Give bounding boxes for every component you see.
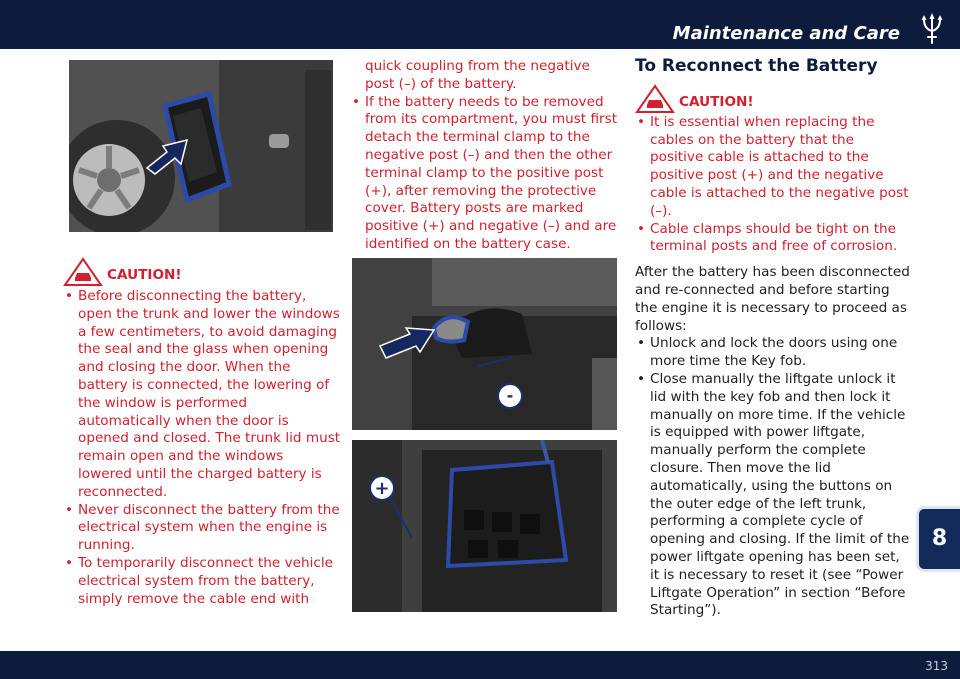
caution-bullet: • Cable clamps should be tight on the terminal posts and free of corrosion. xyxy=(635,221,911,257)
middle-column xyxy=(350,58,618,254)
reconnect-step: • Close manually the liftgate unlock it lid with the key fob and then lock it manually on more time. If the vehicle is equipped with power liftgate, manually perform the complete closure. Then move the lid automatically, using the buttons on the outer edge of the left trunk, performing a complete cycle of opening and closing. If the limit of the power liftgate opening has been set, it is necessary to reset it (see “Power Liftgate Operation” in section “Before Starting”). xyxy=(635,371,911,620)
caution-bullet: • Before disconnecting the battery, open the trunk and lower the windows a few centimeters, to avoid damaging the seal and the glass when opening and closing the door. When the battery is connected, the lowering of the window is performed automatically when the door is opened and closed. The trunk lid must remain open and the windows lowered until the charged battery is reconnected. xyxy=(63,288,341,502)
reconnect-intro: After the battery has been disconnected and re-connected and before starting the engine it is necessary to proceed as follows: xyxy=(635,264,910,334)
section-title: To Reconnect the Battery xyxy=(635,56,878,76)
reconnect-step: • Unlock and lock the doors using one more time the Key fob. xyxy=(635,335,911,371)
negative-terminal-photo xyxy=(352,258,617,430)
trident-logo-icon xyxy=(918,13,946,45)
caution-continuation: quick coupling from the negative post (–) of the battery. xyxy=(365,58,590,92)
caution-bullet: • If the battery needs to be removed from its compartment, you must first detach the terminal clamp to the negative post (–) and then the other terminal clamp to the positive post (+), after removing the protective cover. Battery posts are marked positive (+) and negative (–) and are identified on the battery case. xyxy=(350,94,618,254)
minus-callout-label: - xyxy=(506,386,514,405)
page-number: 313 xyxy=(925,659,948,673)
caution-bullet: • Never disconnect the battery from the electrical system when the engine is running. xyxy=(63,502,341,555)
left-column xyxy=(63,263,341,608)
caution-label: CAUTION! xyxy=(107,267,182,283)
caution-car-warning-icon xyxy=(63,257,103,287)
caution-heading xyxy=(63,263,341,285)
chapter-number: 8 xyxy=(931,526,948,551)
positive-terminal-photo xyxy=(352,440,617,612)
plus-callout-label: + xyxy=(374,478,390,499)
right-column xyxy=(635,58,911,620)
page-footer xyxy=(0,651,960,679)
page-header xyxy=(0,0,960,49)
caution-label: CAUTION! xyxy=(679,93,754,110)
caution-bullet: • To temporarily disconnect the vehicle electrical system from the battery, simply remove the cable end with xyxy=(63,555,341,608)
section-header-title: Maintenance and Care xyxy=(672,23,900,44)
negative-terminal-illustration xyxy=(352,258,617,430)
caution-bullet: • It is essential when replacing the cables on the battery that the positive cable is attached to the positive post (+) and the negative cable is attached to the negative post (–). xyxy=(635,114,911,221)
caution-heading xyxy=(635,90,911,112)
chapter-tab xyxy=(916,506,960,572)
caution-car-warning-icon xyxy=(635,84,675,114)
trunk-battery-photo xyxy=(69,60,333,232)
positive-terminal-illustration xyxy=(352,440,617,612)
trunk-battery-illustration xyxy=(69,60,333,232)
